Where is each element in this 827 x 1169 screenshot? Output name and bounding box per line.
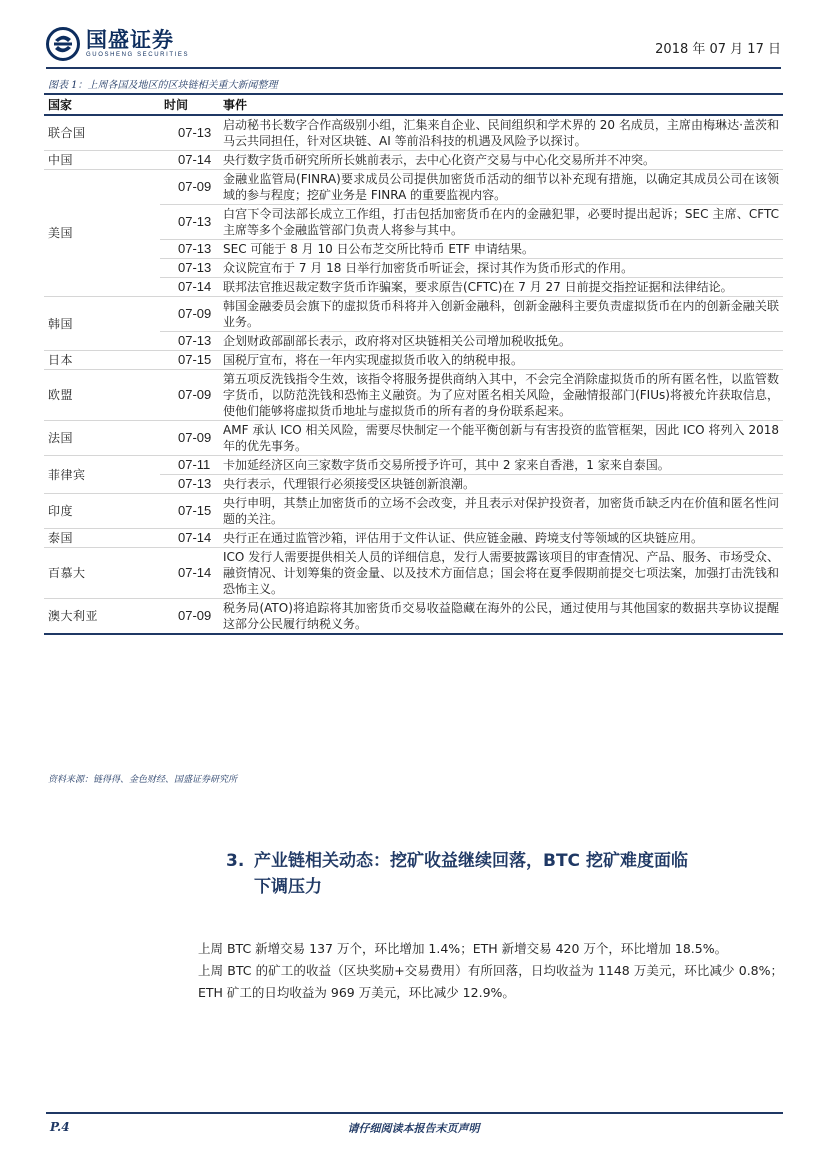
event-cell: 国税厅宣布，将在一年内实现虚拟货币收入的纳税申报。 xyxy=(219,351,783,370)
page-number: P.4 xyxy=(50,1120,70,1134)
footer-divider xyxy=(46,1112,783,1114)
table-source: 资料来源：链得得、金色财经、国盛证券研究所 xyxy=(48,775,238,785)
time-cell: 07-13 xyxy=(160,240,219,259)
table-row xyxy=(44,370,783,421)
event-cell: 央行数字货币研究所所长姚前表示，去中心化资产交易与中心化交易所并不冲突。 xyxy=(219,151,783,170)
section-number: 3. xyxy=(226,851,245,871)
table-row xyxy=(44,151,783,170)
time-cell: 07-09 xyxy=(160,297,219,332)
table-row xyxy=(44,351,783,370)
table-header-row xyxy=(44,94,783,115)
country-cell: 澳大利亚 xyxy=(44,599,160,635)
paragraph-transactions: 上周 BTC 新增交易 137 万个，环比增加 1.4%；ETH 新增交易 420 万个，环比增加 18.5%。 xyxy=(198,941,728,956)
logo-icon xyxy=(46,27,80,61)
table-body xyxy=(44,115,783,634)
country-cell: 日本 xyxy=(44,351,160,370)
country-cell: 百慕大 xyxy=(44,548,160,599)
time-cell: 07-15 xyxy=(160,494,219,529)
table-row xyxy=(44,421,783,456)
report-date: 2018 年 07 月 17 日 xyxy=(655,42,781,57)
column-header-time: 时间 xyxy=(160,94,219,115)
time-cell: 07-14 xyxy=(160,548,219,599)
event-cell: 韩国金融委员会旗下的虚拟货币科将并入创新金融科，创新金融科主要负责虚拟货币在内的创新金融关联业务。 xyxy=(219,297,783,332)
page-header xyxy=(46,24,781,66)
country-cell: 欧盟 xyxy=(44,370,160,421)
event-cell: 金融业监管局(FINRA)要求成员公司提供加密货币活动的细节以补充现有措施，以确定其成员公司在该领域的参与程度；挖矿业务是 FINRA 的重要监视内容。 xyxy=(219,170,783,205)
table-row xyxy=(44,297,783,332)
time-cell: 07-09 xyxy=(160,370,219,421)
country-cell: 菲律宾 xyxy=(44,456,160,494)
event-cell: 第五项反洗钱指令生效，该指令将服务提供商纳入其中，不会完全消除虚拟货币的所有匿名性，以监管数字货币，以防范洗钱和恐怖主义融资。为了应对匿名相关风险，金融情报部门(FIUs)将被允许获取信息，使他们能够将虚拟货币地址与虚拟货币的所有者的身份联系起来。 xyxy=(219,370,783,421)
column-header-country: 国家 xyxy=(44,94,160,115)
time-cell: 07-11 xyxy=(160,456,219,475)
table-row xyxy=(44,115,783,151)
time-cell: 07-14 xyxy=(160,151,219,170)
company-logo xyxy=(46,24,189,64)
event-cell: 联邦法官推迟裁定数字货币诈骗案，要求原告(CFTC)在 7 月 27 日前提交指控证据和法律结论。 xyxy=(219,278,783,297)
event-cell: AMF 承认 ICO 相关风险，需要尽快制定一个能平衡创新与有害投资的监管框架，因此 ICO 将列入 2018 年的优先事务。 xyxy=(219,421,783,456)
event-cell: 央行申明，其禁止加密货币的立场不会改变，并且表示对保护投资者，加密货币缺乏内在价值和匿名性问题的关注。 xyxy=(219,494,783,529)
table-row xyxy=(44,548,783,599)
section-title-line2: 下调压力 xyxy=(254,877,322,897)
time-cell: 07-09 xyxy=(160,170,219,205)
table-row xyxy=(44,599,783,635)
event-cell: 白宫下令司法部长成立工作组，打击包括加密货币在内的金融犯罪，必要时提出起诉；SEC 主席、CFTC 主席等多个金融监管部门负责人将参与其中。 xyxy=(219,205,783,240)
time-cell: 07-13 xyxy=(160,475,219,494)
time-cell: 07-14 xyxy=(160,278,219,297)
event-cell: 启动秘书长数字合作高级别小组，汇集来自企业、民间组织和学术界的 20 名成员，主席由梅琳达·盖茨和马云共同担任，针对区块链、AI 等前沿科技的机遇及风险予以探讨。 xyxy=(219,115,783,151)
column-header-event: 事件 xyxy=(219,94,783,115)
event-cell: 卡加延经济区向三家数字货币交易所授予许可，其中 2 家来自香港，1 家来自泰国。 xyxy=(219,456,783,475)
country-cell: 泰国 xyxy=(44,529,160,548)
country-cell: 法国 xyxy=(44,421,160,456)
time-cell: 07-13 xyxy=(160,332,219,351)
time-cell: 07-13 xyxy=(160,259,219,278)
table-row xyxy=(44,529,783,548)
time-cell: 07-14 xyxy=(160,529,219,548)
table-row xyxy=(44,494,783,529)
event-cell: 税务局(ATO)将追踪将其加密货币交易收益隐藏在海外的公民，通过使用与其他国家的数据共享协议提醒这部分公民履行纳税义务。 xyxy=(219,599,783,635)
country-cell: 印度 xyxy=(44,494,160,529)
time-cell: 07-13 xyxy=(160,205,219,240)
table-title: 图表 1：上周各国及地区的区块链相关重大新闻整理 xyxy=(48,80,278,91)
country-cell: 韩国 xyxy=(44,297,160,351)
event-cell: ICO 发行人需要提供相关人员的详细信息，发行人需要披露该项目的审查情况、产品、服务、市场受众、融资情况、计划筹集的资金量、以及技术方面信息；国会将在夏季假期前提交七项法案，加强打击洗钱和恐怖主义。 xyxy=(219,548,783,599)
header-divider xyxy=(46,67,781,69)
time-cell: 07-15 xyxy=(160,351,219,370)
logo-name-cn: 国盛证券 xyxy=(86,28,174,52)
section-title-line1: 产业链相关动态：挖矿收益继续回落，BTC 挖矿难度面临 xyxy=(254,851,688,871)
event-cell: 众议院宣布于 7 月 18 日举行加密货币听证会，探讨其作为货币形式的作用。 xyxy=(219,259,783,278)
country-cell: 联合国 xyxy=(44,115,160,151)
section-heading xyxy=(226,848,786,900)
table-row xyxy=(44,170,783,205)
event-cell: SEC 可能于 8 月 10 日公布芝交所比特币 ETF 申请结果。 xyxy=(219,240,783,259)
time-cell: 07-13 xyxy=(160,115,219,151)
time-cell: 07-09 xyxy=(160,599,219,635)
event-cell: 央行表示，代理银行必须接受区块链创新浪潮。 xyxy=(219,475,783,494)
country-cell: 中国 xyxy=(44,151,160,170)
table-row xyxy=(44,456,783,475)
footer-disclaimer: 请仔细阅读本报告末页声明 xyxy=(347,1122,480,1135)
event-cell: 企划财政部副部长表示，政府将对区块链相关公司增加税收抵免。 xyxy=(219,332,783,351)
logo-name-en: GUOSHENG SECURITIES xyxy=(86,52,190,58)
news-table xyxy=(44,93,783,635)
paragraph-miner-revenue: 上周 BTC 的矿工的收益（区块奖励+交易费用）有所回落，日均收益为 1148 万美元，环比减少 0.8%； ETH 矿工的日均收益为 969 万美元，环比减少 12.9%。 xyxy=(198,963,783,1000)
time-cell: 07-09 xyxy=(160,421,219,456)
country-cell: 美国 xyxy=(44,170,160,297)
event-cell: 央行正在通过监管沙箱，评估用于文件认证、供应链金融、跨境支付等领域的区块链应用。 xyxy=(219,529,783,548)
